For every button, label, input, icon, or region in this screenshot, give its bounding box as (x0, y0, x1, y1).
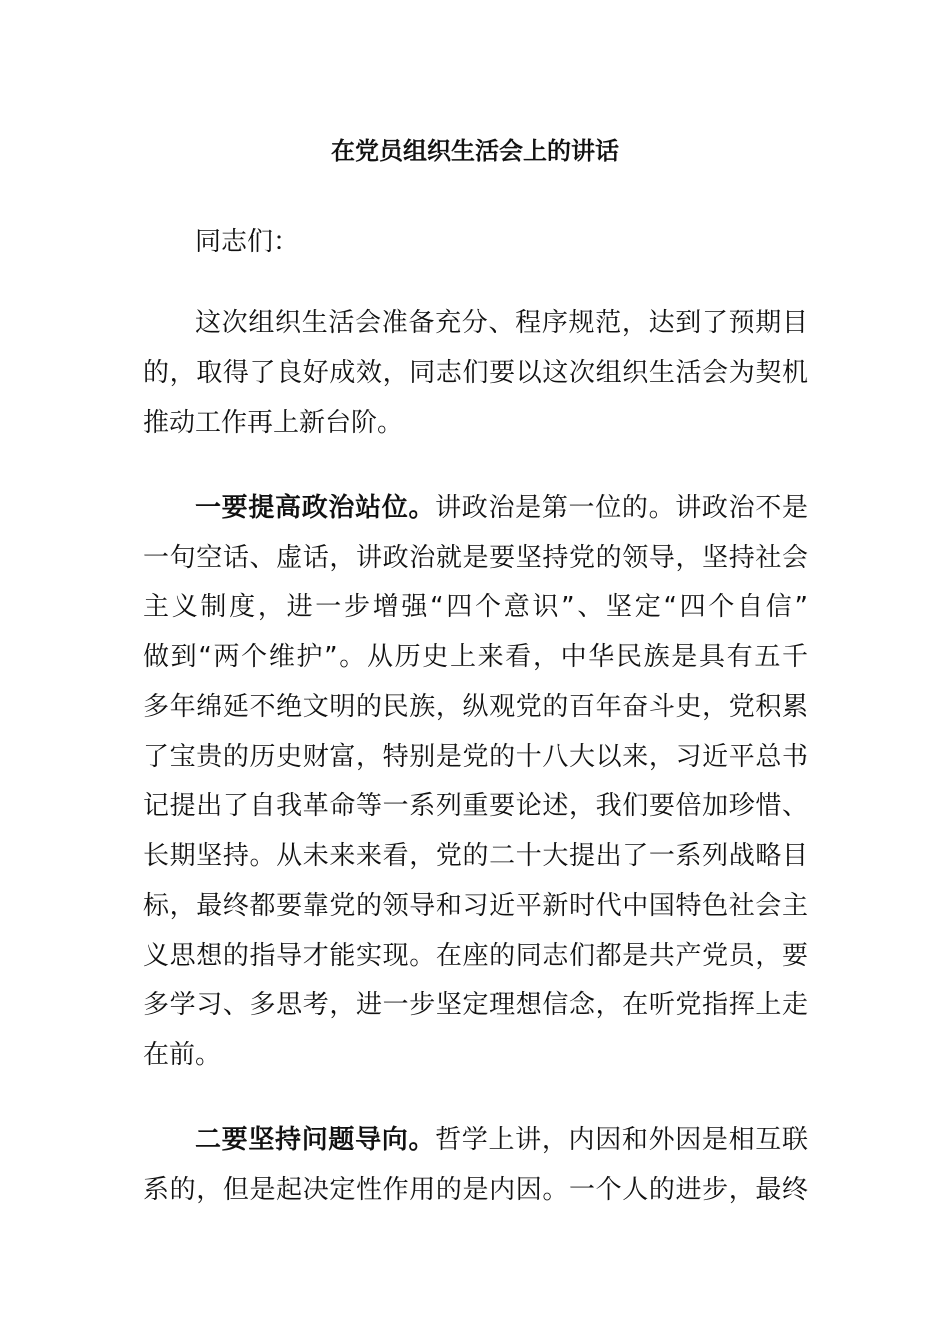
paragraph-2-line-12: 在前。 (143, 1040, 222, 1070)
paragraph-2-lead: 一要提高政治站位。 (195, 493, 436, 523)
paragraph-2-line-2: 一句空话、虚话，讲政治就是要坚持党的领导，坚持社会 (143, 543, 808, 573)
paragraph-2-line-11: 多学习、多思考，进一步坚定理想信念，在听党指挥上走 (143, 990, 808, 1020)
paragraph-3-line-2: 系的，但是起决定性作用的是内因。一个人的进步，最终 (143, 1175, 808, 1205)
paragraph-1-line-3: 推动工作再上新台阶。 (143, 408, 404, 438)
paragraph-2-line-3: 主义制度，进一步增强“四个意识”、坚定“四个自信” (143, 592, 808, 622)
paragraph-1-line-1: 这次组织生活会准备充分、程序规范，达到了预期目 (195, 308, 808, 338)
paragraph-2-line-6: 了宝贵的历史财富，特别是党的十八大以来，习近平总书 (143, 742, 808, 772)
paragraph-2-line-9: 标，最终都要靠党的领导和习近平新时代中国特色社会主 (143, 891, 808, 921)
paragraph-2-line-8: 长期坚持。从未来来看，党的二十大提出了一系列战略目 (143, 841, 808, 871)
paragraph-3-lead: 二要坚持问题导向。 (195, 1125, 436, 1155)
paragraph-3-first-rest: 哲学上讲，内因和外因是相互联 (435, 1125, 808, 1155)
salutation: 同志们： (195, 227, 300, 257)
paragraph-2-line-4: 做到“两个维护”。从历史上来看，中华民族是具有五千 (143, 642, 808, 672)
paragraph-2-line-1 (195, 488, 808, 528)
document-title: 在党员组织生活会上的讲话 (331, 137, 619, 165)
paragraph-2-first-rest: 讲政治是第一位的。讲政治不是 (435, 493, 808, 523)
paragraph-3-line-1 (195, 1120, 808, 1160)
paragraph-2-line-7: 记提出了自我革命等一系列重要论述，我们要倍加珍惜、 (143, 791, 808, 821)
paragraph-1-line-2: 的，取得了良好成效，同志们要以这次组织生活会为契机 (143, 358, 808, 388)
paragraph-2-line-5: 多年绵延不绝文明的民族，纵观党的百年奋斗史，党积累 (143, 692, 808, 722)
paragraph-2-line-10: 义思想的指导才能实现。在座的同志们都是共产党员，要 (143, 941, 808, 971)
